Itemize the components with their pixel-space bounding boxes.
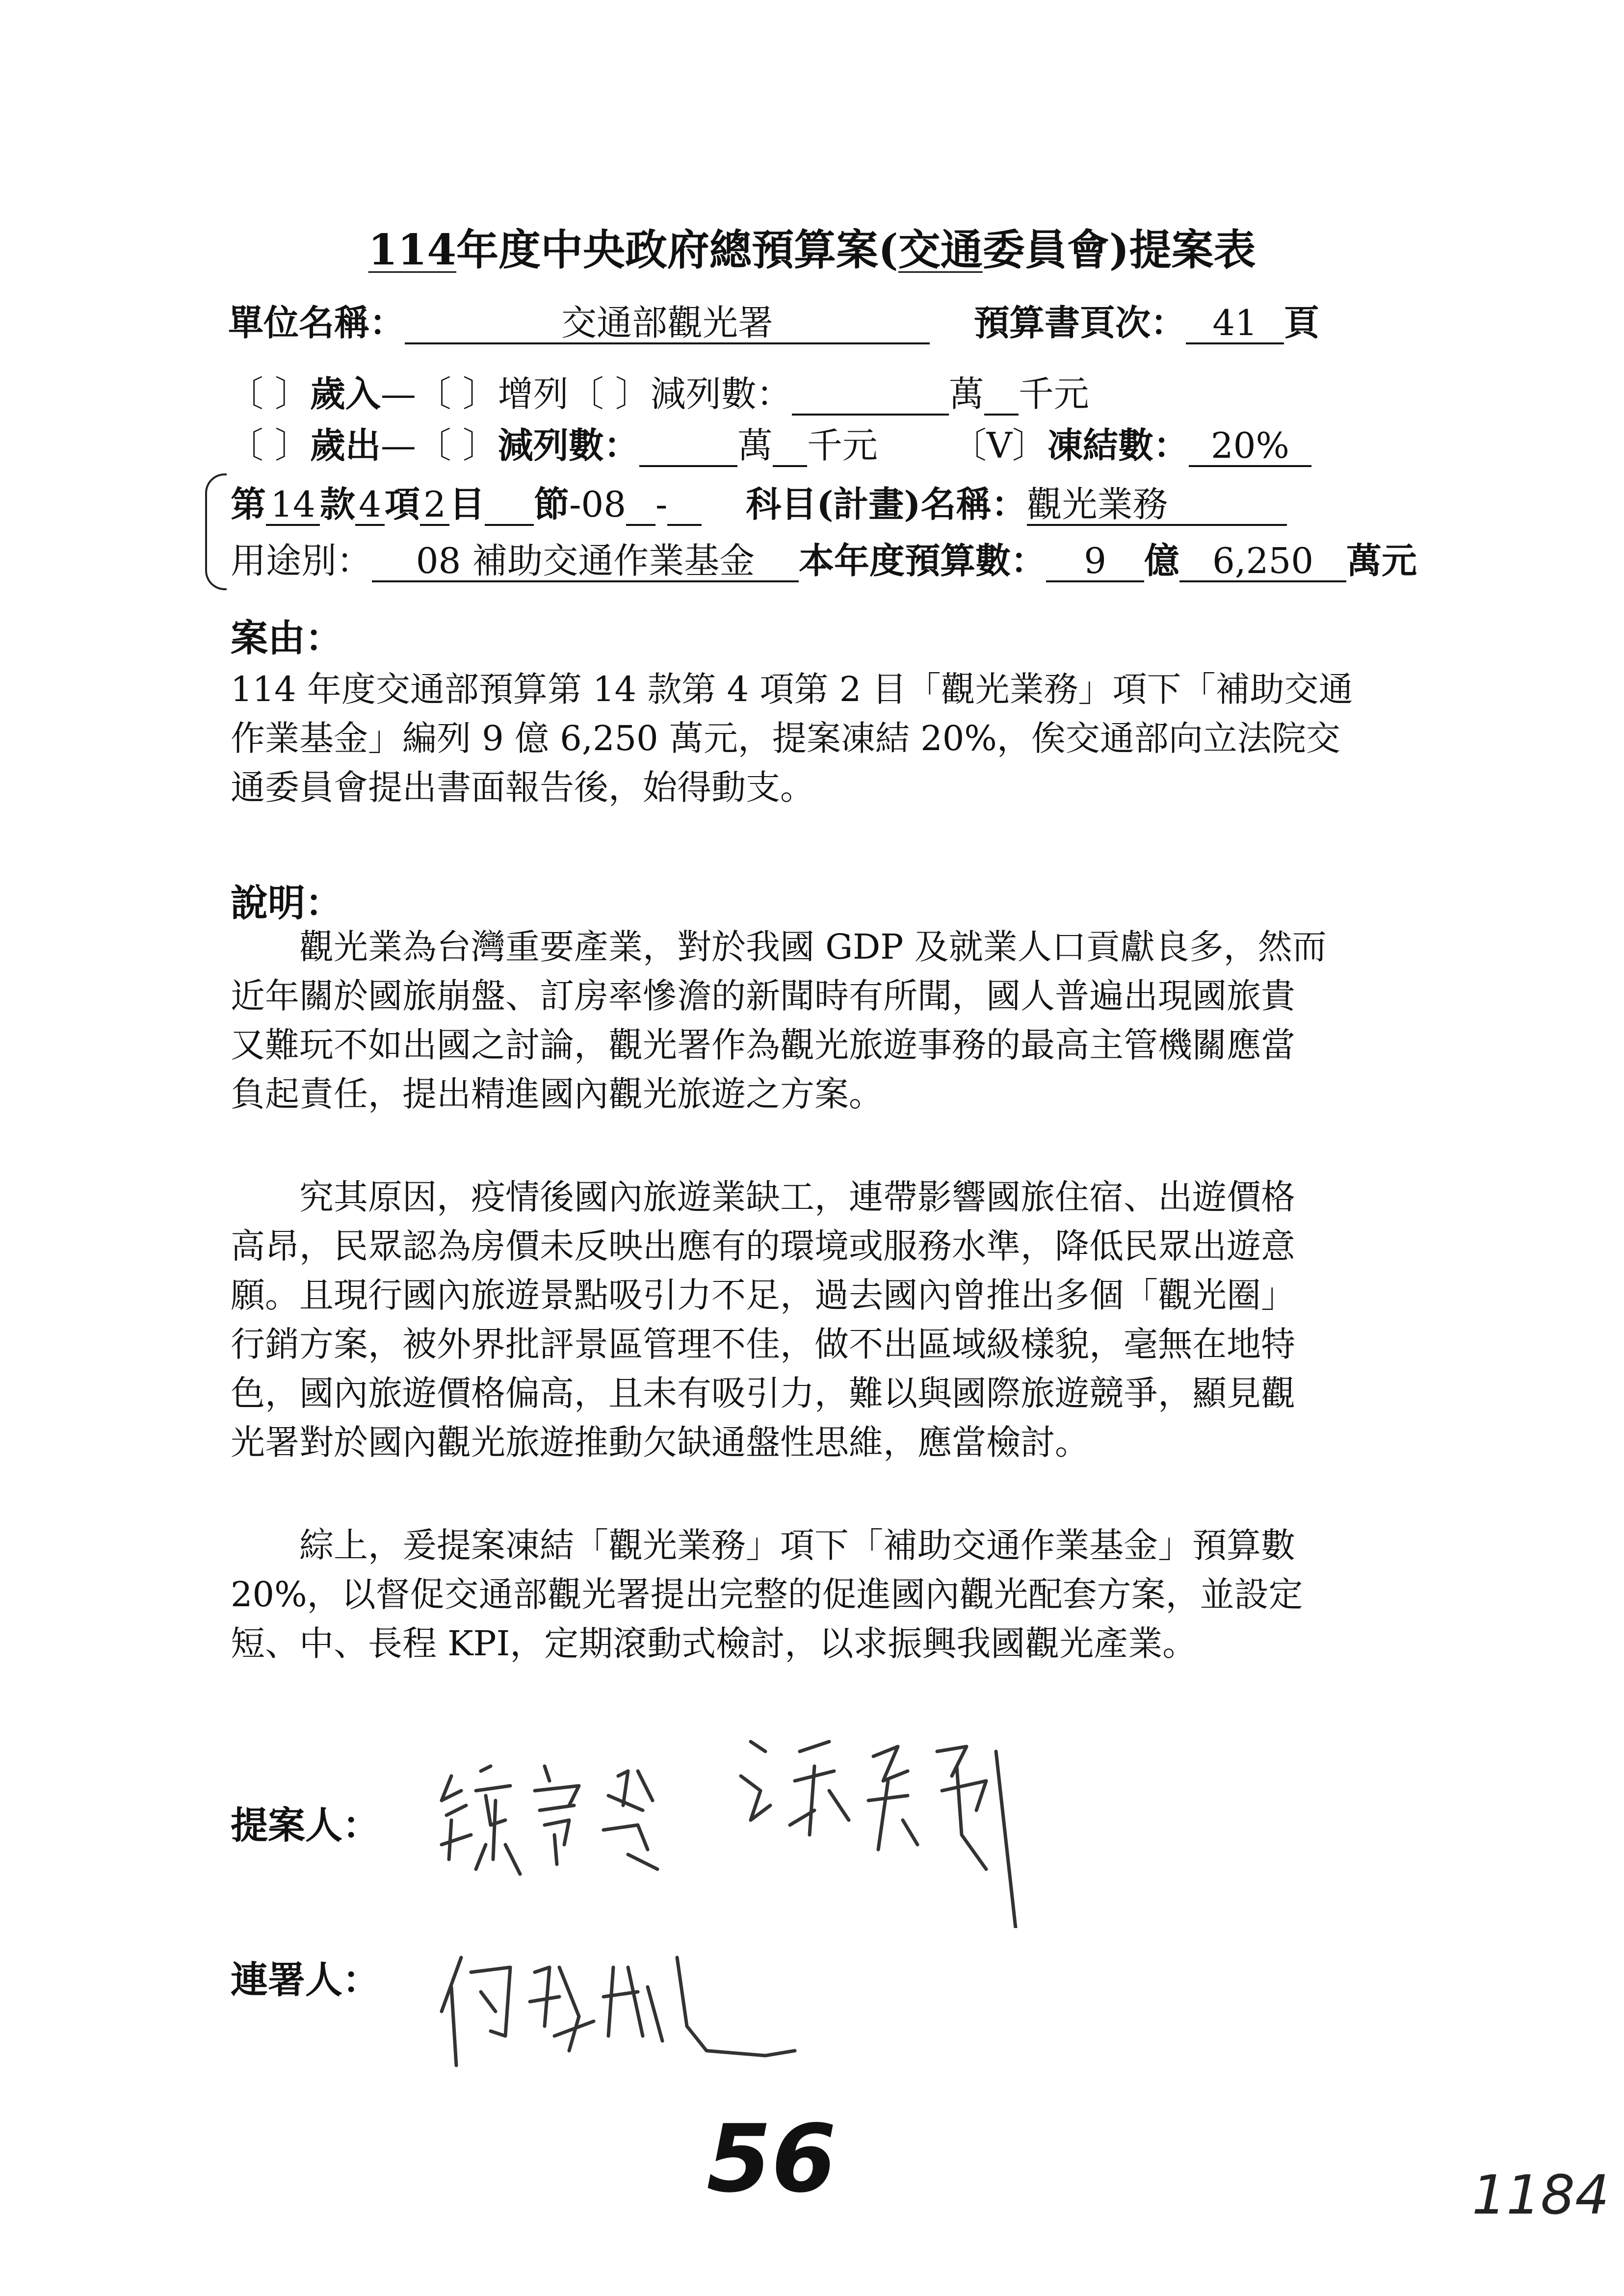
usage-label: 用途別： [231, 540, 372, 581]
cosigner-signature [432, 1938, 805, 2114]
title-committee: 交通 [898, 225, 983, 275]
freeze-value: 20% [1189, 426, 1311, 467]
unit-label: 單位名稱： [228, 302, 405, 343]
section-kuan-value: 14 [266, 485, 320, 526]
income-cut-thousand-blank [984, 375, 1019, 416]
title-part1: 年度中央政府總預算案( [456, 225, 898, 275]
annual-budget-wan-label: 萬元 [1346, 540, 1417, 581]
explanation-paragraph-3 [231, 1521, 1428, 1668]
case-heading: 案由： [231, 616, 342, 660]
section-brace [205, 473, 227, 590]
expense-thousand-label: 千元 [807, 425, 878, 466]
income-checkbox: 〔 〕 [228, 373, 310, 415]
paragraph-line: 綜上，爰提案凍結「觀光業務」項下「補助交通作業基金」預算數 [231, 1525, 1295, 1565]
proposer-label: 提案人： [231, 1803, 380, 1847]
section-row [231, 476, 1287, 527]
proposer-signature-1 [432, 1747, 707, 1904]
section-jie-code: -08 [569, 484, 627, 525]
usage-row [231, 532, 1417, 583]
income-thousand-label: 千元 [1018, 373, 1089, 415]
subject-value: 觀光業務 [1027, 485, 1287, 526]
section-xiang-value: 4 [355, 485, 385, 526]
paragraph-line: 觀光業為台灣重要產業，對於我國 GDP 及就業人口貢獻良多，然而 [231, 927, 1327, 967]
case-line: 作業基金」編列 9 億 6,250 萬元，提案凍結 20%，俟交通部向立法院交 [231, 718, 1340, 758]
case-line: 通委員會提出書面報告後，始得動支。 [231, 767, 814, 808]
case-paragraph [231, 665, 1428, 812]
expense-cut-thousand-blank [773, 426, 807, 467]
corner-number: 1184 [1472, 2164, 1609, 2226]
paragraph-line: 近年關於國旅崩盤、訂房率慘澹的新聞時有所聞，國人普遍出現國旅貴 [231, 976, 1295, 1016]
income-cut-wan-blank [792, 375, 949, 416]
budget-page-value: 41 [1186, 304, 1284, 344]
annual-budget-wan-value: 6,250 [1179, 542, 1346, 582]
expense-cut-wan-blank [639, 426, 737, 467]
unit-row [228, 294, 1319, 345]
paragraph-line: 究其原因，疫情後國內旅遊業缺工，連帶影響國旅住宿、出遊價格 [231, 1177, 1295, 1217]
paragraph-line: 行銷方案，被外界批評景區管理不佳，做不出區域級樣貌，毫無在地特 [231, 1324, 1295, 1364]
freeze-label: 凍結數： [1047, 424, 1189, 466]
explanation-paragraph-2 [231, 1173, 1428, 1467]
income-label: 歲入 [310, 373, 381, 415]
title-year: 114 [368, 225, 457, 275]
paragraph-line: 短、中、長程 KPI，定期滾動式檢討，以求振興我國觀光產業。 [231, 1623, 1197, 1664]
section-xiang-label: 項 [385, 483, 420, 525]
subject-label: 科目(計畫)名稱： [746, 483, 1027, 525]
unit-value: 交通部觀光署 [405, 304, 930, 344]
paragraph-line: 高昂，民眾認為房價未反映出應有的環境或服務水準，降低民眾出遊意 [231, 1226, 1295, 1266]
cosigner-label: 連署人： [231, 1958, 380, 2002]
income-add-label: 增列 [498, 373, 569, 415]
expense-label: 歲出 [310, 424, 381, 466]
section-code-blank-1 [626, 485, 655, 526]
section-code-dash: - [655, 484, 668, 525]
explanation-heading: 說明： [231, 881, 342, 925]
freeze-checkbox: 〔V〕 [951, 425, 1048, 466]
annual-budget-yi-label: 億 [1144, 540, 1180, 581]
section-jie-blank [485, 485, 534, 526]
expense-cut-label: 減列數： [498, 424, 639, 466]
income-row [228, 365, 1089, 417]
income-add-checkbox: 〔 〕 [416, 373, 498, 415]
expense-row [228, 417, 1311, 468]
explanation-paragraph-1 [231, 922, 1428, 1119]
budget-page-label: 預算書頁次： [974, 302, 1186, 343]
title-part2: 委員會)提案表 [982, 225, 1256, 275]
annual-budget-yi-value: 9 [1046, 542, 1144, 582]
section-di: 第 [231, 483, 266, 525]
expense-checkbox: 〔 〕 [228, 425, 310, 466]
paragraph-line: 光署對於國內觀光旅遊推動欠缺通盤性思維，應當檢討。 [231, 1422, 1089, 1462]
section-jie-label: 節 [534, 483, 570, 525]
case-line: 114 年度交通部預算第 14 款第 4 項第 2 目「觀光業務」項下「補助交通 [231, 669, 1353, 709]
income-wan-label: 萬 [948, 373, 984, 415]
income-dash: — [380, 373, 416, 415]
paragraph-line: 願。且現行國內旅遊景點吸引力不足，過去國內曾推出多個「觀光圈」 [231, 1275, 1295, 1315]
page-number: 56 [707, 2105, 837, 2213]
section-code-blank-2 [667, 485, 702, 526]
paragraph-line: 色，國內旅遊價格偏高，且未有吸引力，難以與國際旅遊競爭，顯見觀 [231, 1373, 1295, 1413]
proposer-signature-2 [731, 1722, 1045, 1928]
usage-value: 08 補助交通作業基金 [372, 542, 799, 582]
paragraph-line: 20%，以督促交通部觀光署提出完整的促進國內觀光配套方案，並設定 [231, 1574, 1303, 1615]
expense-wan-label: 萬 [737, 425, 773, 466]
form-title [0, 216, 1624, 277]
annual-budget-label: 本年度預算數： [799, 540, 1047, 581]
income-cut-label: 減列數： [650, 373, 792, 415]
expense-dash: — [380, 425, 416, 466]
section-kuan-label: 款 [320, 483, 356, 525]
section-mu-value: 2 [420, 485, 449, 526]
income-cut-checkbox: 〔 〕 [568, 373, 651, 415]
budget-page-suffix: 頁 [1284, 302, 1320, 343]
paragraph-line: 又難玩不如出國之討論，觀光署作為觀光旅遊事務的最高主管機關應當 [231, 1025, 1295, 1065]
expense-cut-checkbox: 〔 〕 [416, 425, 498, 466]
paragraph-line: 負起責任，提出精進國內觀光旅遊之方案。 [231, 1074, 883, 1114]
section-mu-label: 目 [449, 483, 485, 525]
